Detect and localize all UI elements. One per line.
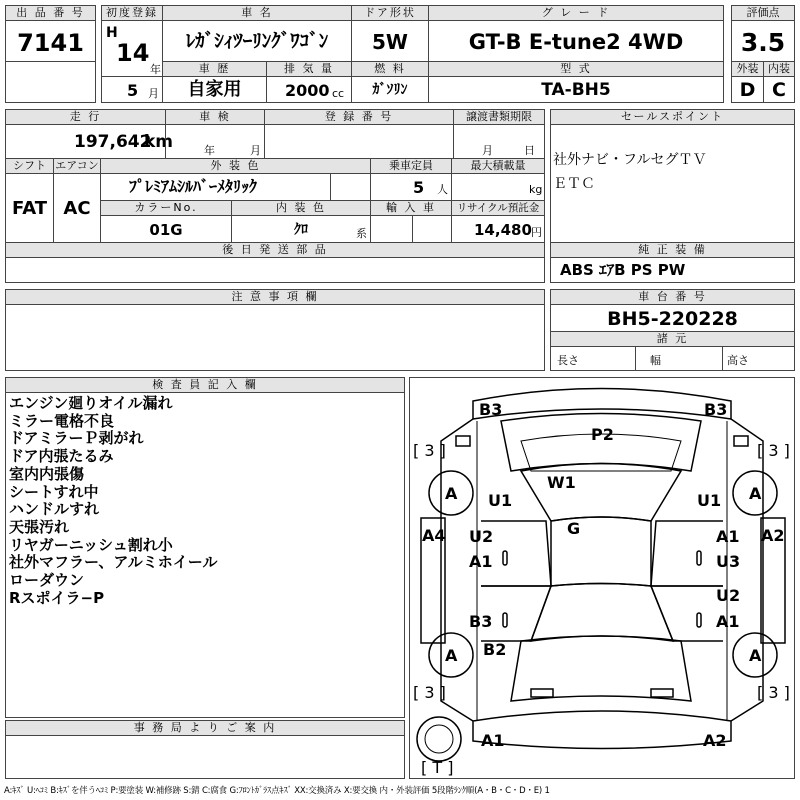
spare-tire-hub <box>425 725 453 753</box>
windshield <box>521 464 681 522</box>
int-color: ｸﾛ <box>294 222 308 238</box>
spec-length: 長さ <box>557 354 579 367</box>
later-parts-label: 後 日 発 送 部 品 <box>5 242 545 258</box>
model-label: 型 式 <box>428 61 724 77</box>
damage-mark: A <box>445 646 458 665</box>
door-type: 5W <box>372 30 408 54</box>
inspection-year-unit: 年 <box>204 144 215 157</box>
exterior-grade-cell <box>731 76 764 103</box>
inspection-label: 車 検 <box>165 109 265 125</box>
rear-light <box>651 689 673 697</box>
note-line: 室内内張傷 <box>9 464 85 483</box>
lot-number-cell <box>5 20 96 62</box>
spec-height-cell <box>722 346 795 371</box>
specs-label: 諸 元 <box>550 331 795 347</box>
sales-point-2: ＥＴＣ <box>553 176 595 192</box>
damage-mark: W1 <box>547 473 576 492</box>
inspector-label: 検 査 員 記 入 欄 <box>5 377 405 393</box>
recycle: 14,480 <box>474 221 532 239</box>
deadline-label: 譲渡書類期限 <box>453 109 545 125</box>
color-no-cell <box>100 215 232 243</box>
note-line: ドア内張たるみ <box>9 447 114 466</box>
lot-number-label: 出 品 番 号 <box>5 5 96 21</box>
capacity-cell <box>370 173 452 201</box>
damage-mark: U1 <box>697 491 722 510</box>
interior-grade-cell <box>763 76 795 103</box>
note-line: ミラー電格不良 <box>9 411 115 430</box>
score: 3.5 <box>740 28 786 57</box>
shift-cell <box>5 173 54 243</box>
fuel-label: 燃 料 <box>351 61 429 77</box>
displacement: 2000 <box>285 81 330 100</box>
displacement-label: 排 気 量 <box>266 61 352 77</box>
spare-tire-icon <box>417 717 461 761</box>
import-cell <box>370 215 452 243</box>
int-color-cell <box>231 215 371 243</box>
lot-blank-cell <box>5 61 96 103</box>
interior-grade: C <box>772 79 786 101</box>
max-load-label: 最大積載量 <box>451 158 545 174</box>
history-label: 車 歴 <box>162 61 267 77</box>
right-rear-door <box>651 586 723 641</box>
chassis-number: BH5-220228 <box>607 308 738 330</box>
genuine-label: 純 正 装 備 <box>550 242 795 258</box>
damage-mark: A1 <box>469 552 493 571</box>
int-color-unit: 系 <box>356 227 367 240</box>
damage-mark: G <box>567 519 581 538</box>
rear-light <box>531 689 553 697</box>
aircon-cell <box>53 173 101 243</box>
spec-length-cell <box>550 346 636 371</box>
history: 自家用 <box>187 79 242 100</box>
damage-mark: B3 <box>479 400 503 419</box>
note-line: エンジン廻りオイル漏れ <box>9 394 173 412</box>
office-label: 事 務 局 よ り ご 案 内 <box>5 720 405 736</box>
mileage-cell <box>5 124 174 159</box>
exterior-grade-label: 外装 <box>731 61 764 77</box>
left-mirror <box>456 436 470 446</box>
rear-window <box>531 584 673 642</box>
color-no-label: カラーNo. <box>100 200 232 216</box>
displacement-unit: cc <box>332 87 345 100</box>
damage-mark: U1 <box>488 491 513 510</box>
spec-height: 高さ <box>727 354 749 367</box>
recycle-label: リサイクル預託金 <box>451 200 545 216</box>
grade-cell <box>428 20 724 62</box>
max-load-unit: kg <box>529 183 543 196</box>
damage-mark: A <box>445 484 458 503</box>
right-front-door <box>651 521 723 586</box>
note-line: シートすれ中 <box>9 482 99 501</box>
first-reg-era: H <box>106 25 118 41</box>
first-reg-year-unit: 年 <box>150 63 161 76</box>
lot-number: 7141 <box>17 29 84 57</box>
aircon: AC <box>63 198 91 219</box>
damage-mark: A1 <box>716 527 740 546</box>
mileage: 197,642 <box>74 132 152 152</box>
right-mirror <box>734 436 748 446</box>
model: TA-BH5 <box>541 80 611 100</box>
damage-mark: B3 <box>469 612 493 631</box>
displacement-cell <box>266 76 352 103</box>
first-reg-month-cell <box>101 76 163 103</box>
front-bumper <box>473 389 731 420</box>
ext-color-label: 外 装 色 <box>100 158 371 174</box>
damage-mark: A4 <box>422 526 446 545</box>
recycle-cell <box>451 215 545 243</box>
rear-hatch <box>511 636 691 701</box>
note-line: Rスポイラ−P <box>9 588 105 607</box>
car-diagram <box>409 377 795 779</box>
max-load-cell <box>451 173 545 201</box>
damage-mark: A2 <box>761 526 785 545</box>
damage-mark: [ 3 ] <box>757 683 790 702</box>
door-handle <box>697 551 701 565</box>
score-cell <box>731 20 795 62</box>
plate-label: 登 録 番 号 <box>264 109 454 125</box>
first-reg-cell <box>101 20 163 77</box>
note-line: ローダウン <box>9 571 85 590</box>
damage-mark: [ 3 ] <box>413 683 446 702</box>
car-diagram-drawing <box>410 378 794 778</box>
note-line: 社外マフラー、アルミホイール <box>9 553 218 572</box>
car-name: ﾚｶﾞｼｨﾂｰﾘﾝｸﾞﾜｺﾞﾝ <box>185 30 329 52</box>
mileage-unit: km <box>144 132 174 152</box>
capacity-label: 乗車定員 <box>370 158 452 174</box>
car-name-cell <box>162 20 352 62</box>
legend: A:ｷｽﾞ U:ﾍｺﾐ B:ｷｽﾞを伴うﾍｺﾐ P:要塗装 W:補修跡 S:錆 C:腐食 G:ﾌﾛﾝﾄｶﾞﾗｽ点ｷｽﾞ XX:交換済み X:要交換 内・外装評価 5段階ﾗﾝｸ順(A・B・C・D・E) 1 <box>4 786 550 796</box>
damage-mark: A1 <box>481 731 505 750</box>
damage-mark: B2 <box>483 640 507 659</box>
interior-grade-label: 内装 <box>763 61 795 77</box>
import-label: 輸 入 車 <box>370 200 452 216</box>
fuel-cell <box>351 76 429 103</box>
note-line: ドアミラーＰ剥がれ <box>9 429 144 448</box>
spec-width: 幅 <box>650 354 661 367</box>
shift: FAT <box>11 198 48 219</box>
deadline-day-unit: 日 <box>524 144 535 157</box>
genuine-cell <box>550 257 795 283</box>
recycle-unit: 円 <box>531 226 542 239</box>
caution-label: 注 意 事 項 欄 <box>5 289 545 305</box>
later-parts-cell <box>5 257 545 283</box>
note-line: ハンドルすれ <box>9 500 100 519</box>
first-reg-label: 初度登録 <box>101 5 163 21</box>
rear-bumper <box>473 711 731 749</box>
damage-mark: U3 <box>716 552 741 571</box>
damage-mark: P2 <box>591 425 614 444</box>
fuel: ｶﾞｿﾘﾝ <box>372 82 408 98</box>
sales-points-label: セールスポイント <box>550 109 795 125</box>
damage-mark: U2 <box>716 586 741 605</box>
ext-color-cell <box>100 173 371 201</box>
capacity: 5 <box>413 178 425 197</box>
door-handle <box>697 613 701 627</box>
aircon-label: エアコン <box>53 158 101 174</box>
deadline-month-unit: 月 <box>482 144 493 157</box>
grade: GT-B E-tune2 4WD <box>468 30 684 54</box>
door-cell <box>351 20 429 62</box>
damage-mark: A2 <box>703 731 727 750</box>
door-handle <box>503 551 507 565</box>
damage-mark: [ T ] <box>421 758 454 777</box>
shift-label: シフト <box>5 158 54 174</box>
grade-label: グ レ ー ド <box>428 5 724 21</box>
first-reg-month: 5 <box>127 81 139 100</box>
damage-mark: A <box>749 484 762 503</box>
chassis-label: 車 台 番 号 <box>550 289 795 305</box>
note-line: 天張汚れ <box>9 517 70 536</box>
color-no: 01G <box>149 221 183 239</box>
inspection-month-unit: 月 <box>250 144 261 157</box>
sales-point-1: 社外ナビ・フルセグＴＶ <box>553 152 707 168</box>
sales-points-cell <box>550 124 795 256</box>
mileage-label: 走 行 <box>5 109 166 125</box>
history-cell <box>162 76 267 103</box>
model-cell <box>428 76 724 103</box>
first-reg-month-unit: 月 <box>148 87 159 100</box>
deadline-cell <box>453 124 545 159</box>
spec-width-cell <box>635 346 723 371</box>
office-cell <box>5 735 405 779</box>
capacity-unit: 人 <box>437 183 448 196</box>
inspector-notes <box>5 392 405 718</box>
door-handle <box>503 613 507 627</box>
caution-cell <box>5 304 545 371</box>
score-label: 評価点 <box>731 5 795 21</box>
int-color-label: 内 装 色 <box>231 200 371 216</box>
note-line: リヤガーニッシュ割れ小 <box>9 535 173 554</box>
damage-mark: A1 <box>716 612 740 631</box>
ext-color: ﾌﾟﾚﾐｱﾑｼﾙﾊﾞｰﾒﾀﾘｯｸ <box>129 177 258 196</box>
damage-mark: [ 3 ] <box>757 441 790 460</box>
car-name-label: 車 名 <box>162 5 352 21</box>
exterior-grade: D <box>739 79 756 101</box>
genuine-equipment: ABS ｴｱB PS PW <box>560 261 686 279</box>
damage-mark: B3 <box>704 400 728 419</box>
damage-mark: U2 <box>469 527 494 546</box>
damage-mark: [ 3 ] <box>413 441 446 460</box>
first-reg-year: 14 <box>116 39 150 67</box>
inspection-cell <box>165 124 265 159</box>
damage-mark: A <box>749 646 762 665</box>
door-label: ドア形状 <box>351 5 429 21</box>
roof <box>551 517 651 586</box>
chassis-cell <box>550 304 795 332</box>
plate-cell <box>264 124 454 159</box>
